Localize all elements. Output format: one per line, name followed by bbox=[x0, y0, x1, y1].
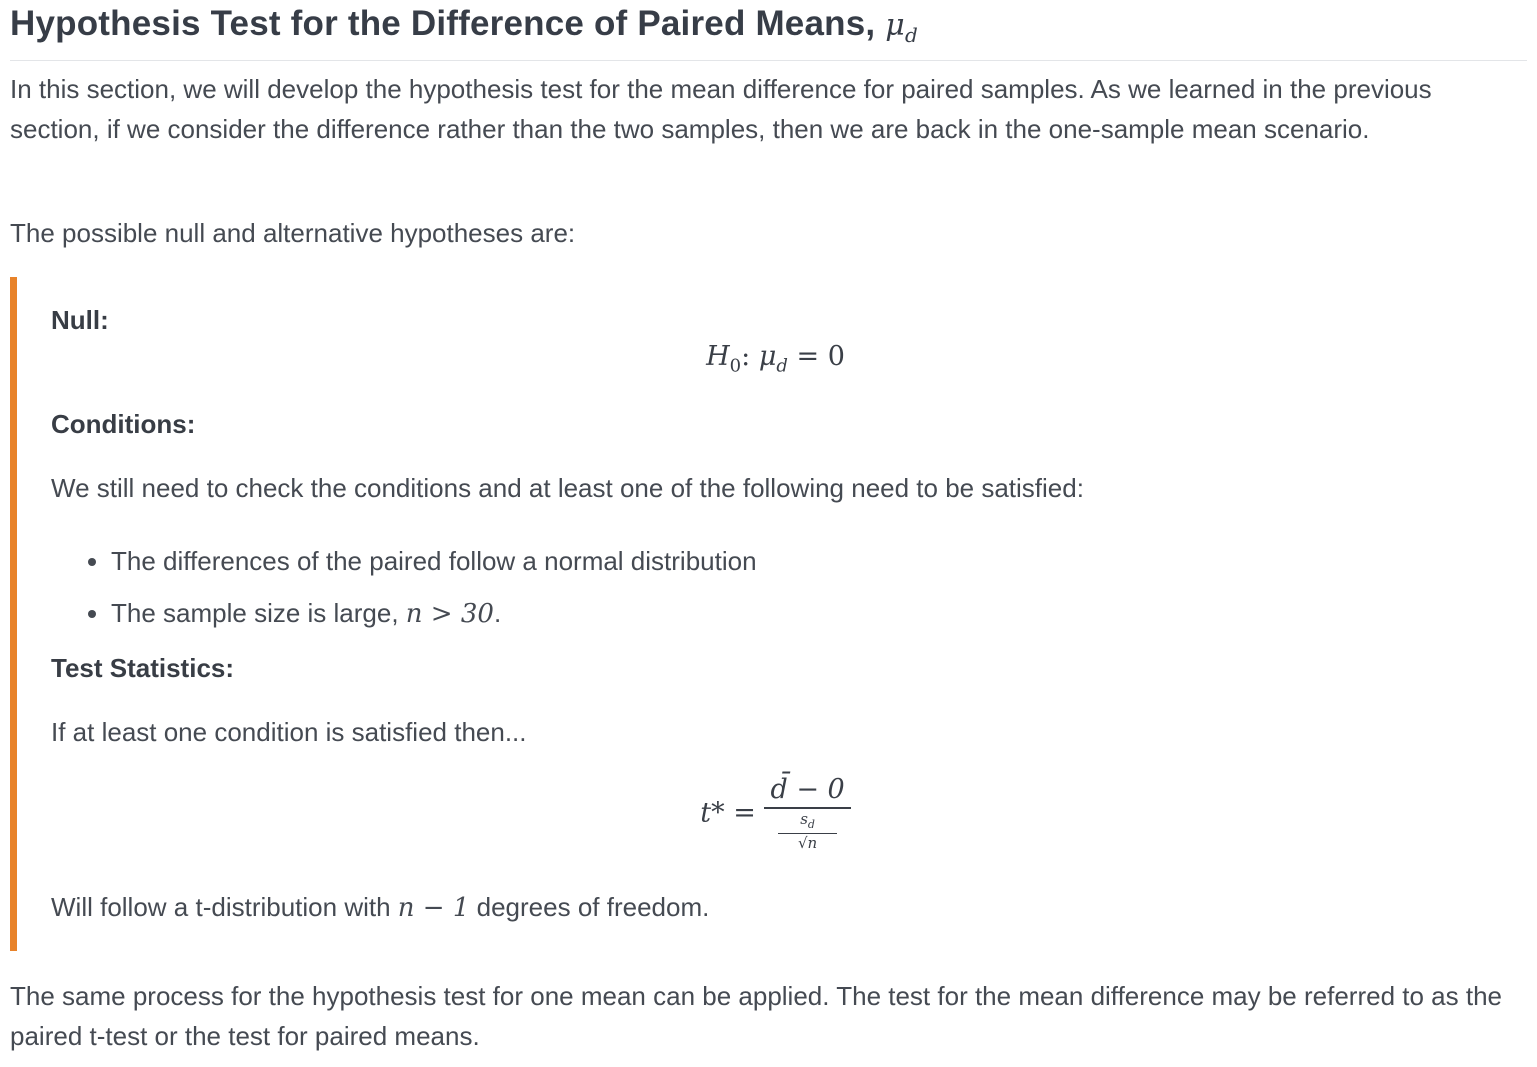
test-statistics-label: Test Statistics: bbox=[51, 653, 235, 683]
conditions-list bbox=[77, 535, 757, 640]
list-item: • The differences of the paired follow a normal distribution bbox=[111, 535, 757, 587]
conditions-text: We still need to check the conditions and at least one of the following need to be satisfied: bbox=[51, 473, 1084, 503]
degrees-of-freedom-text: Will follow a t-distribution with n − 1 degrees of freedom. bbox=[51, 892, 710, 923]
test-statistics-text: If at least one condition is satisfied then... bbox=[51, 717, 527, 747]
conclusion-paragraph: The same process for the hypothesis test for one mean can be applied. The test for the mean difference may be referred to as the paired t-test or the test for paired means. bbox=[10, 981, 1502, 1051]
test-statistic-formula: t* = d̄ − 0 $s_d$ √n bbox=[17, 774, 1534, 852]
definition-callout bbox=[10, 277, 1534, 951]
null-hypothesis-formula: $H_0$: $\mu_d = 0$ bbox=[706, 341, 845, 377]
null-label: Null: bbox=[51, 305, 109, 335]
list-item: • The sample size is large, n > 30. bbox=[111, 587, 757, 640]
conditions-label: Conditions: bbox=[51, 409, 196, 439]
intro-paragraph: In this section, we will develop the hypothesis test for the mean difference for paired samples. As we learned in the previous section, if we consider the difference rather than the two samples, then we are back in the one-sample mean scenario. bbox=[10, 74, 1432, 144]
title-text: Hypothesis Test for the Difference of Paired Means, bbox=[10, 4, 876, 43]
fraction: d̄ − 0 $s_d$ √n bbox=[764, 774, 850, 852]
hypotheses-lead: The possible null and alternative hypotheses are: bbox=[10, 218, 576, 248]
page-title bbox=[10, 2, 1527, 61]
title-mu-symbol: $\mu_d$ bbox=[885, 8, 918, 47]
